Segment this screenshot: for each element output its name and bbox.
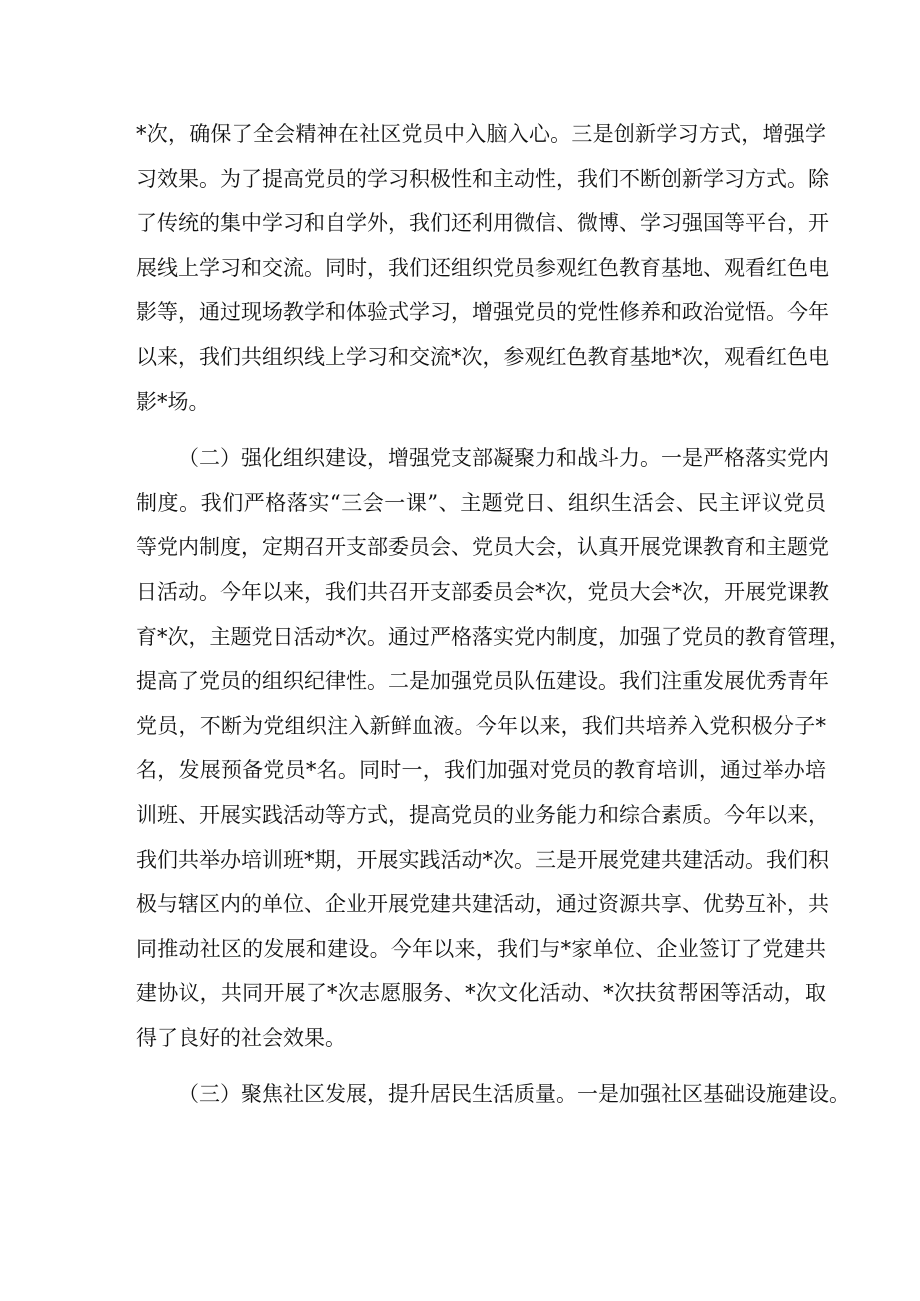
text-line: 习效果。为了提高党员的学习积极性和主动性，我们不断创新学习方式。除 <box>136 166 829 191</box>
text-line: 以来，我们共组织线上学习和交流*次，参观红色教育基地*次，观看红色电 <box>136 344 829 369</box>
text-line: 同推动社区的发展和建设。今年以来，我们与*家单位、企业签订了党建共 <box>136 936 826 961</box>
text-line: （二）强化组织建设，增强党支部凝聚力和战斗力。一是严格落实党内 <box>178 446 829 471</box>
text-line: 了传统的集中学习和自学外，我们还利用微信、微博、学习强国等平台，开 <box>136 211 829 236</box>
text-line: 名，发展预备党员*名。同时一，我们加强对党员的教育培训，通过举办培 <box>136 758 826 783</box>
text-line: *次，确保了全会精神在社区党员中入脑入心。三是创新学习方式，增强学 <box>136 122 826 146</box>
text-line: 育*次，主题党日活动*次。通过严格落实党内制度，加强了党员的教育管理， <box>136 624 850 649</box>
text-line: 展线上学习和交流。同时，我们还组织党员参观红色教育基地、观看红色电 <box>136 255 829 280</box>
paragraph-2 <box>136 436 850 1060</box>
text-line: （三）聚焦社区发展，提升居民生活质量。一是加强社区基础设施建设。 <box>178 1082 850 1107</box>
text-line: 日活动。今年以来，我们共召开支部委员会*次，党员大会*次，开展党课教 <box>136 579 829 604</box>
text-line: 得了良好的社会效果。 <box>136 1025 346 1050</box>
text-line: 等党内制度，定期召开支部委员会、党员大会，认真开展党课教育和主题党 <box>136 535 829 560</box>
text-line: 党员，不断为党组织注入新鲜血液。今年以来，我们共培养入党积极分子* <box>136 713 826 738</box>
paragraph-1 <box>136 112 829 424</box>
document-page <box>136 112 850 1117</box>
text-line: 制度。我们严格落实“三会一课”、主题党日、组织生活会、民主评议党员 <box>136 490 826 515</box>
paragraph-gap <box>136 424 826 436</box>
text-line: 建协议，共同开展了*次志愿服务、*次文化活动、*次扶贫帮困等活动，取 <box>136 981 826 1006</box>
text-line: 提高了党员的组织纪律性。二是加强党员队伍建设。我们注重发展优秀青年 <box>136 669 829 694</box>
text-line: 极与辖区内的单位、企业开展党建共建活动，通过资源共享、优势互补，共 <box>136 892 829 917</box>
text-line: 我们共举办培训班*期，开展实践活动*次。三是开展党建共建活动。我们积 <box>136 847 829 872</box>
paragraph-gap <box>136 1060 826 1072</box>
paragraph-3 <box>136 1072 850 1117</box>
text-line: 影*场。 <box>136 389 210 414</box>
text-line: 影等，通过现场教学和体验式学习，增强党员的党性修养和政治觉悟。今年 <box>136 300 829 325</box>
text-line: 训班、开展实践活动等方式，提高党员的业务能力和综合素质。今年以来， <box>136 802 829 827</box>
